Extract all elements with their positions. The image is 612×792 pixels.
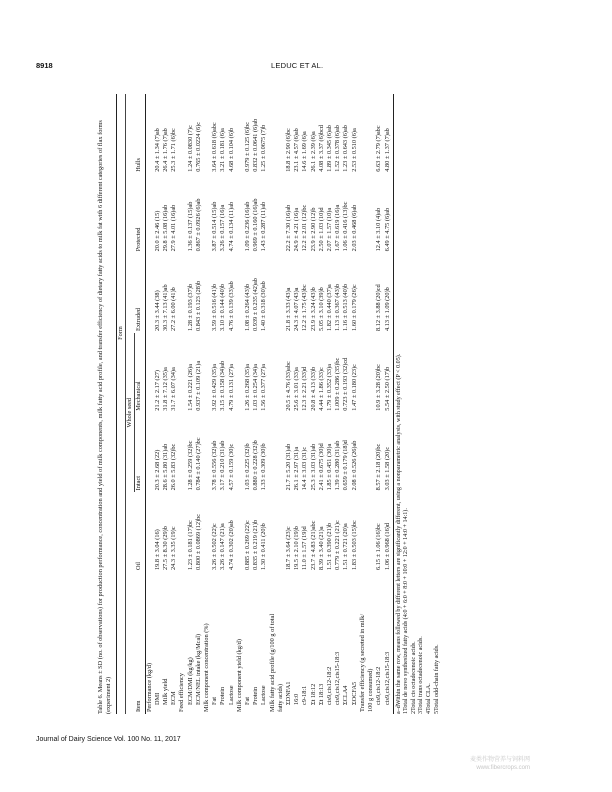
table-cell — [277, 333, 285, 413]
table-row — [375, 94, 383, 714]
table-cell: 1.79 ± 0.352 (33)a — [326, 364, 334, 411]
row-label: cis9,cis12-18:2 — [326, 666, 334, 705]
table-cell: 31.8 ± 7.12 (35)a — [162, 367, 170, 411]
table-row — [359, 94, 367, 714]
whole-seed-header-row — [126, 94, 135, 714]
row-label: DMI — [153, 692, 161, 705]
table-cell: 22.2 ± 7.30 (16)ab — [285, 204, 293, 252]
table-cell: 1.85 ± 0.451 (30)a — [326, 443, 334, 491]
col-header-oil: Oil — [135, 492, 145, 572]
table-cell: 27.5 ± 8.30 (29)b — [162, 526, 170, 570]
table-cell: 2.50 ± 1.03 (10)d — [317, 207, 325, 252]
table-cell — [178, 253, 186, 333]
table-cell — [269, 94, 277, 174]
table-cell: 1.08 ± 0.264 (43)b — [244, 284, 252, 332]
table-cell: 8.12 ± 3.88 (20)cd — [375, 284, 383, 332]
table-cell: 3.26 ± 0.147 (21)a — [219, 523, 227, 570]
table-cell: 3.26 ± 0.157 (16)a — [219, 204, 227, 252]
table-cell — [359, 174, 367, 254]
table-cell — [145, 174, 154, 254]
row-label: Transfer efficiency (g secreted in milk/ — [358, 613, 366, 712]
table-cell: 1.24 ± 0.0830 (7)c — [186, 125, 194, 172]
col-header-hulls: Hulls — [135, 94, 145, 174]
table-cell: 3.64 ± 0.618 (6)abc — [211, 122, 219, 172]
table-cell: 3.03 ± 1.58 (20)c — [384, 413, 394, 493]
table-cell: 1.51 ± 0.721 (20)a — [342, 523, 350, 570]
table-row — [285, 94, 293, 714]
table-cell: 3.17 ± 0.210 (31)ab — [219, 440, 227, 491]
table-cell — [203, 174, 211, 254]
table-cell: 1.06 ± 0.968 (16)d — [384, 492, 394, 572]
table-cell — [277, 174, 285, 254]
table-cell — [277, 94, 285, 174]
table-cell — [236, 492, 244, 572]
table-row — [260, 94, 268, 714]
journal-footer: Journal of Dairy Science Vol. 100 No. 11, 2017 — [36, 736, 181, 743]
table-cell — [236, 253, 244, 333]
table-cell: 6.63 ± 2.79 (7)abc — [375, 125, 383, 172]
table-cell: 27.2 ± 6.00 (41)b — [170, 287, 178, 332]
table-cell: 25.6 ± 3.01 (33)a — [293, 367, 301, 411]
table-cell — [203, 413, 211, 493]
table-row — [170, 94, 178, 714]
table-cell: 20.4 ± 1.34 (7)ab — [153, 128, 161, 172]
table-cell: 1.28 ± 0.259 (32)bc — [186, 440, 194, 491]
row-label: Protein — [252, 686, 260, 705]
table-cell — [359, 333, 367, 413]
table-cell: 1.16 ± 0.513 (40)b — [342, 284, 350, 332]
table-cell: 25.3 ± 1.71 (6)bc — [170, 128, 178, 172]
footnote: 1Total de novo synthesized fatty acids (4:0 + 6:0 + 8:0 + 10:0 + 12:0 + 14:0 + 14:1). — [403, 508, 410, 714]
table-cell: 6.49 ± 4.75 (6)ab — [384, 174, 394, 254]
table-cell: 1.30 ± 0.411 (20)b — [260, 523, 268, 570]
table-cell — [203, 253, 211, 333]
table-row — [187, 94, 195, 714]
table-cell: 1.51 ± 0.390 (21)b — [326, 522, 334, 570]
table-row — [162, 94, 170, 714]
row-label: fatty acids) — [276, 683, 284, 712]
table-cell — [269, 492, 277, 572]
table-cell: 23.9 ± 2.90 (12)b — [309, 207, 317, 252]
table-cell: 1.25 ± 0.0675 (7)b — [260, 124, 268, 172]
table-cell: 1.28 ± 0.193 (37)b — [186, 284, 194, 332]
row-label: 16:0 — [293, 693, 301, 705]
table-row — [269, 94, 277, 714]
table-row — [310, 94, 318, 714]
table-cell: 5.54 ± 2.50 (17)b — [384, 333, 394, 413]
table-cell — [269, 333, 277, 413]
row-label: ΣCLA4 — [342, 685, 350, 705]
table-row — [244, 94, 252, 714]
table-cell: 1.23 ± 0.643 (6)ab — [342, 125, 350, 172]
table-cell — [236, 413, 244, 493]
table-cell — [178, 492, 186, 572]
table-row — [367, 94, 375, 714]
row-label: ECM/NEL intake (kg/Mcal) — [194, 633, 202, 705]
table-cell — [359, 94, 367, 174]
table-cell: 24.9 ± 4.21 (16)a — [293, 207, 301, 252]
table-cell: 29.8 ± 5.08 (16)ab — [162, 204, 170, 252]
table-cell: 4.57 ± 0.159 (30)c — [227, 443, 235, 491]
table-cell: 0.800 ± 0.0869 (12)bc — [194, 513, 202, 570]
table-cell — [145, 333, 154, 413]
table-cell — [269, 413, 277, 493]
table-cell: 1.82 ± 0.440 (37)a — [326, 284, 334, 332]
table-cell: 3.15 ± 0.158 (34)ab — [219, 360, 227, 411]
table-cell: 18.8 ± 2.90 (6)bc — [285, 128, 293, 172]
table-cell: 18.7 ± 3.64 (23)c — [285, 526, 293, 570]
row-label: ΣOCFA5 — [350, 681, 358, 705]
table-row — [301, 94, 309, 714]
table-cell: 0.779 ± 0.221 (21)c — [334, 520, 342, 570]
table-cell: 2.08 ± 0.526 (26)ab — [350, 440, 358, 491]
col-header-protected: Protected — [135, 174, 145, 254]
table-cell — [277, 253, 285, 333]
table-cell: 1.009 ± 0.286 (35)bc — [334, 357, 342, 411]
table-cell: 25.3 ± 3.03 (31)ab — [309, 443, 317, 491]
table-cell — [236, 174, 244, 254]
row-label: Milk component concentration (%) — [203, 623, 211, 712]
table-cell: 11.0 ± 1.57 (19)d — [301, 526, 309, 570]
table-cell: 0.765 ± 0.0224 (6)c — [194, 121, 202, 172]
table-cell: 26.1 ± 2.97 (31)a — [293, 446, 301, 491]
table-cell: 21.7 ± 5.20 (31)ab — [285, 443, 293, 491]
table-cell — [269, 174, 277, 254]
table-cell: 1.67 ± 0.619 (16)a — [334, 204, 342, 252]
table-cell — [145, 492, 154, 572]
table-cell — [203, 333, 211, 413]
table-row — [178, 94, 186, 714]
table-cell: 0.937 ± 0.109 (21)a — [194, 360, 202, 411]
col-header-mechanical: Mechanical — [135, 333, 145, 413]
table-row — [236, 94, 244, 714]
table-cell: 0.723 ± 0.193 (32)cd — [342, 357, 350, 411]
row-label: Milk component yield (kg/d) — [235, 639, 243, 712]
table-row — [195, 94, 203, 714]
table-cell — [178, 333, 186, 413]
table-row — [318, 94, 326, 714]
row-label: 100 g consumed) — [367, 668, 375, 712]
table-cell: 21.8 ± 3.33 (43)a — [285, 287, 293, 332]
table-cell: 2.03 ± 0.468 (6)ab — [350, 204, 358, 252]
table-cell: 1.13 ± 0.367 (43)b — [334, 284, 342, 332]
table-row — [203, 94, 211, 714]
table-cell: 24.3 ± 3.35 (19)c — [170, 526, 178, 570]
table-cell: 2.41 ± 0.675 (30)d — [317, 443, 325, 491]
row-label: Σt 18:13 — [317, 683, 325, 705]
table-cell: 6.15 ± 1.06 (16)bc — [375, 523, 383, 570]
table-cell: 0.843 ± 0.123 (28)b — [194, 280, 202, 332]
table-cell: 3.26 ± 0.502 (22)c — [211, 523, 219, 570]
row-label: Lactose — [260, 685, 268, 705]
table-cell: 1.03 ± 0.254 (34)a — [252, 364, 260, 411]
table-caption: Table 6. Means ± SD (no. of observations) for production performance, concentration and yield of milk components, milk fatty acid profile, and transfer efficiency of dietary fatty acids to milk fat with 6 different categories of flax forms (experiment 2) — [97, 120, 112, 714]
table-cell — [367, 492, 375, 572]
watermark — [470, 757, 530, 773]
table-cell: 1.43 ± 0.287 (11)ab — [260, 201, 268, 252]
table-cell — [359, 413, 367, 493]
table-cell: 1.26 ± 0.268 (35)a — [244, 364, 252, 411]
table-cell: 1.36 ± 0.137 (15)ab — [186, 201, 194, 252]
table-cell: 23.9 ± 3.24 (43)b — [309, 287, 317, 332]
table-cell — [178, 94, 186, 174]
table-cell: 4.68 ± 0.104 (6)b — [227, 127, 235, 172]
table-cell: 27.9 ± 4.01 (16)ab — [170, 204, 178, 252]
table-cell — [269, 253, 277, 333]
table-cell: 4.74 ± 0.134 (11)ab — [227, 201, 235, 252]
row-label: Fat — [211, 696, 219, 705]
table-cell: 1.52 ± 0.378 (6)ab — [334, 125, 342, 172]
table-cell — [236, 333, 244, 413]
table-row — [351, 94, 359, 714]
table-cell: 31.7 ± 6.07 (34)a — [170, 367, 178, 411]
table-cell: 1.60 ± 0.179 (26)c — [350, 284, 358, 332]
table-row — [228, 94, 236, 714]
table-cell: 12.3 ± 2.21 (33)d — [301, 366, 309, 411]
table-cell: 0.880 ± 0.228 (32)b — [252, 440, 260, 491]
table-row — [252, 94, 260, 714]
table-cell: 8.57 ± 2.18 (20)bc — [375, 443, 383, 491]
table-cell: 1.03 ± 0.225 (32)b — [244, 443, 252, 491]
table-row — [211, 94, 219, 714]
table-cell — [367, 413, 375, 493]
table-cell: 20.5 ± 4.76 (33)abc — [285, 361, 293, 411]
table-cell: 0.979 ± 0.125 (6)bc — [244, 121, 252, 172]
table-cell — [178, 413, 186, 493]
row-label: cis9,cis12,cis15-18:3 — [334, 651, 342, 705]
table-cell: 0.867 ± 0.0926 (6)ab — [194, 198, 202, 252]
footnote: a–dWithin the same row, means followed by different letters are significantly different, using a nonparametric analysis, with study effect (P < 0.05). — [395, 353, 402, 714]
row-label: Lactose — [227, 685, 235, 705]
row-label: c9-18:1 — [301, 685, 309, 705]
row-label: ΣDNFA1 — [285, 681, 293, 705]
table-cell — [367, 253, 375, 333]
table-cell: 20.0 ± 2.46 (15) — [153, 210, 161, 252]
form-header: Form — [117, 94, 126, 572]
table-cell: 14.4 ± 3.03 (31)c — [301, 446, 309, 491]
col-header-item: Item — [135, 572, 145, 714]
table-row — [219, 94, 227, 714]
table-cell: 20.8 ± 4.13 (33)b — [309, 366, 317, 411]
table-cell: 3.59 ± 0.516 (41)b — [211, 284, 219, 332]
table-cell: 24.3 ± 4.07 (43)a — [293, 287, 301, 332]
table-cell: 20.3 ± 2.68 (22) — [153, 449, 161, 491]
table-cell: 0.835 ± 0.219 (21)b — [252, 519, 260, 570]
table-cell: 3.87 ± 0.514 (15)ab — [211, 201, 219, 252]
table-cell: 4.79 ± 0.131 (27)a — [227, 364, 235, 411]
running-title: LEDUC ET AL. — [271, 61, 324, 70]
table-cell: 1.56 ± 0.377 (27)a — [260, 364, 268, 411]
table-cell: 3.78 ± 0.556 (32)ab — [211, 440, 219, 491]
table-row — [145, 94, 154, 714]
row-label: Milk fatty acid profile (g/100 g of total — [268, 613, 276, 712]
table-cell — [145, 253, 154, 333]
table-row — [334, 94, 342, 714]
table-cell: 14.6 ± 1.69 (6)a — [301, 131, 309, 172]
table-row — [293, 94, 301, 714]
footnote: 5Total odd-chain fatty acids. — [433, 644, 440, 714]
table-cell: 30.3 ± 7.13 (41)ab — [162, 284, 170, 332]
row-label: Fat — [244, 696, 252, 705]
table-cell: 4.08 ± 3.37 (6)bcd — [317, 125, 325, 172]
watermark-line-1: 麦类作物营养与饲料网 — [470, 757, 531, 763]
table-cell: 0.784 ± 0.140 (27)bc — [194, 437, 202, 491]
table-cell: 1.40 ± 0.318 (30)ab — [260, 281, 268, 332]
table-cell: 1.06 ± 0.416 (13)bc — [342, 201, 350, 252]
footnote: 3Total trans octadecenoic acids. — [418, 636, 425, 714]
table-cell — [277, 413, 285, 493]
table-cell: 0.885 ± 0.269 (22)c — [244, 520, 252, 570]
column-header-row — [135, 94, 145, 714]
row-label: Protein — [219, 686, 227, 705]
table-cell: 0.969 ± 0.160 (16)ab — [252, 198, 260, 252]
table-cell: 1.54 ± 0.221 (26)a — [186, 364, 194, 411]
table-cell: 23.7 ± 4.83 (21)abc — [309, 520, 317, 570]
table-cell: 2.07 ± 1.57 (10)a — [326, 207, 334, 252]
table-body — [145, 94, 393, 714]
table-cell — [367, 333, 375, 413]
table-cell — [367, 174, 375, 254]
table-cell: 20.3 ± 3.44 (38) — [153, 290, 161, 332]
table-cell: 4.44 ± 1.86 (33)c — [317, 367, 325, 411]
table-cell: 1.83 ± 0.503 (15)bc — [350, 520, 358, 570]
footnote: 2Total cis octadecenoic acids. — [410, 641, 417, 714]
table-row — [277, 94, 285, 714]
form-header-row — [117, 94, 126, 714]
table-cell: 4.80 ± 1.37 (7)ab — [384, 94, 394, 174]
table-cell: 0.659 ± 0.179 (18)d — [342, 440, 350, 491]
table-cell — [277, 492, 285, 572]
table-cell: 4.74 ± 0.302 (20)ab — [227, 520, 235, 570]
table-cell: 0.832 ± 0.0641 (6)ab — [252, 118, 260, 172]
table-cell: 10.9 ± 3.28 (20)bc — [375, 364, 383, 411]
table-row — [384, 94, 394, 714]
table-cell — [236, 94, 244, 174]
table-cell: 8.39 ± 3.40 (21)a — [317, 526, 325, 570]
table-cell: 2.53 ± 0.510 (6)a — [350, 128, 358, 172]
table-cell: 4.76 ± 0.139 (33)ab — [227, 281, 235, 332]
row-label: cis9,cis12-18:2 — [375, 666, 383, 705]
table-cell: 3.92 ± 0.429 (35)a — [211, 364, 219, 411]
row-label: ECM/DMI (kg/kg) — [186, 657, 194, 705]
table-cell: 1.09 ± 0.236 (16)ab — [244, 201, 252, 252]
whole-seed-header: Whole seed — [126, 333, 135, 492]
table-cell: 19.8 ± 3.04 (16) — [153, 529, 161, 570]
table-cell: 21.2 ± 2.17 (27) — [153, 369, 161, 411]
rotated-table-block — [97, 94, 564, 714]
table-cell: 5.05 ± 3.10 (39)b — [317, 287, 325, 332]
col-header-extruded: Extruded — [135, 253, 145, 333]
row-label: Σt 18:12 — [309, 683, 317, 705]
page-number: 8918 — [36, 61, 53, 70]
table-cell: 1.23 ± 0.181 (17)bc — [186, 520, 194, 570]
table-cell — [203, 492, 211, 572]
table-cell — [203, 94, 211, 174]
col-header-intact: Intact — [135, 413, 145, 493]
table-cell: 1.47 ± 0.180 (23)c — [350, 364, 358, 411]
table-cell — [145, 413, 154, 493]
table-cell: 1.89 ± 0.345 (6)ab — [326, 125, 334, 172]
table-cell: 28.6 ± 5.80 (31)ab — [162, 443, 170, 491]
data-table — [117, 94, 394, 714]
table-row — [342, 94, 350, 714]
row-label: Feed efficiency — [178, 673, 186, 712]
table-row — [154, 94, 162, 714]
table-cell: 1.39 ± 0.280 (31)ab — [334, 440, 342, 491]
table-row — [326, 94, 334, 714]
table-cell: 0.939 ± 0.235 (42)ab — [252, 278, 260, 332]
table-cell — [145, 94, 154, 174]
row-label: cis9,cis12,cis15-18:3 — [384, 572, 394, 714]
table-cell: 26.1 ± 2.39 (6)a — [309, 131, 317, 172]
table-cell: 12.2 ± 1.75 (43)bc — [301, 284, 309, 332]
table-cell: 3.10 ± 0.144 (40)b — [219, 284, 227, 332]
table-cell: 12.4 ± 3.10 (4)ab — [375, 207, 383, 252]
table-cell: 3.21 ± 0.181 (6)a — [219, 128, 227, 172]
table-footnotes — [396, 94, 442, 714]
footnote: 4Total CLA. — [426, 683, 433, 714]
table-cell: 1.33 ± 0.309 (30)b — [260, 443, 268, 491]
row-label: Milk yield — [162, 678, 170, 705]
table-cell: 23.1 ± 4.57 (6)ab — [293, 128, 301, 172]
row-label: ECM — [170, 691, 178, 705]
table-cell: 26.4 ± 1.76 (7)ab — [162, 128, 170, 172]
table-cell — [367, 94, 375, 174]
table-cell — [359, 492, 367, 572]
table-cell: 19.5 ± 2.10 (19)b — [293, 526, 301, 570]
table-cell: 4.13 ± 1.09 (20)b — [384, 253, 394, 333]
table-cell: 12.2 ± 2.01 (12)bc — [301, 204, 309, 252]
row-label: Performance (kg/d) — [145, 662, 153, 712]
watermark-line-2: www.fibercrops.com — [476, 764, 531, 771]
table-cell — [359, 253, 367, 333]
table-cell — [178, 174, 186, 254]
table-cell: 26.0 ± 5.83 (32)bc — [170, 443, 178, 491]
